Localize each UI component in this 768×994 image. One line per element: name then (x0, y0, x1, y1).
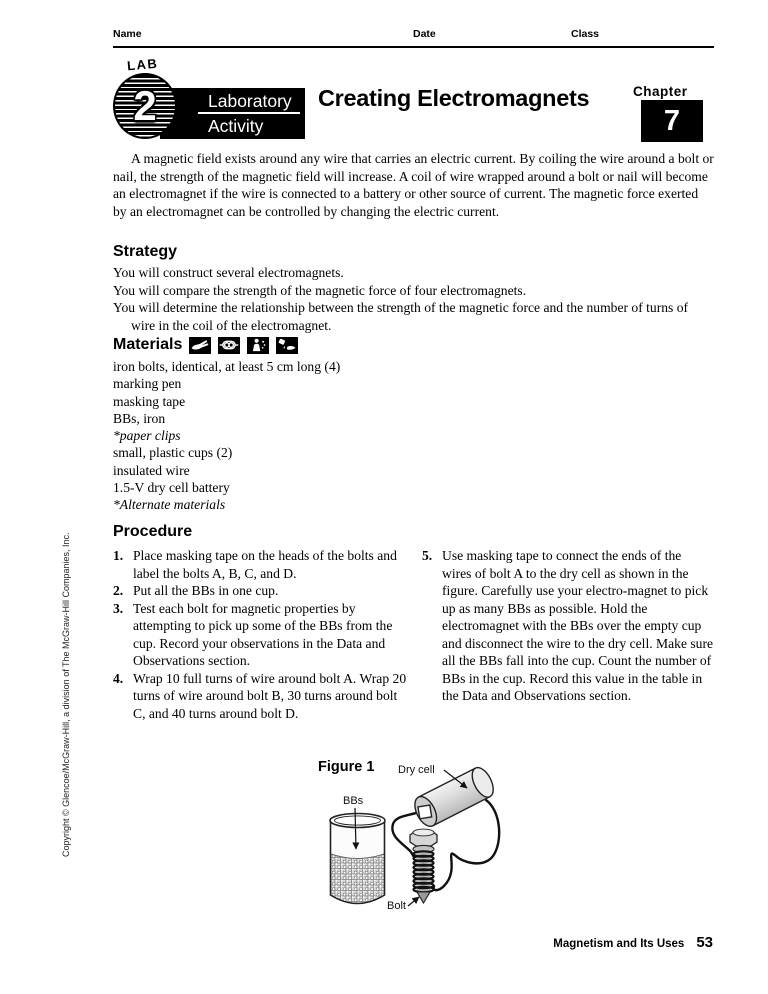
materials-list (113, 358, 533, 514)
bolt-arrow (408, 897, 419, 906)
procedure-right-column (422, 547, 714, 722)
footer-section-title: Magnetism and Its Uses (553, 938, 685, 950)
procedure-step-1: 1. Place masking tape on the heads of the bolts and label the bolts A, B, C, and D. (113, 548, 397, 581)
date-field-label: Date (413, 28, 436, 40)
procedure-step-2: 2. Put all the BBs in one cup. (113, 583, 279, 598)
laboratory-activity-banner (160, 88, 305, 139)
procedure-left-column (113, 547, 410, 722)
material-item: 1.5-V dry cell battery (113, 480, 230, 496)
header-rule (113, 46, 714, 48)
material-item: marking pen (113, 376, 182, 392)
cup-of-bbs (330, 814, 385, 904)
hand-protection-icon (189, 337, 211, 354)
lab-badge-word: LAB (126, 55, 159, 74)
bbs-label: BBs (343, 795, 364, 807)
strategy-item: You will compare the strength of the magnetic force of four electromagnets. (113, 282, 527, 298)
page-footer (553, 934, 713, 951)
material-item: small, plastic cups (2) (113, 445, 233, 461)
banner-line1: Laboratory (208, 91, 292, 111)
header-fields (113, 28, 714, 44)
material-item: BBs, iron (113, 410, 166, 426)
eye-protection-icon (218, 337, 240, 354)
material-item: *paper clips (113, 428, 181, 444)
materials-section (113, 336, 533, 514)
material-item: masking tape (113, 393, 186, 409)
class-field-label: Class (571, 28, 600, 40)
material-item: insulated wire (113, 462, 190, 478)
banner-line2: Activity (208, 116, 264, 136)
procedure-step-5: 5. Use masking tape to connect the ends of the wires of bolt A to the dry cell as shown in the figure. Carefully use your electro-magnet to pick up as many BBs as possible. Hold the electromagnet with the BBs over the empty cup and disconnect the wire to the dry cell. Make sure all the BBs fall into the cup. Count the number of BBs in the cup. Record this value in the table in the Data and Observations section. (422, 548, 714, 703)
page-title: Creating Electromagnets (318, 85, 590, 111)
strategy-section (113, 243, 714, 334)
material-item: *Alternate materials (113, 497, 226, 513)
figure-1 (310, 750, 600, 945)
lab-number-badge (113, 73, 177, 139)
dry-cell-label: Dry cell (398, 764, 435, 776)
chapter-number: 7 (663, 104, 681, 137)
footer-page-number: 53 (696, 934, 713, 951)
material-item: iron bolts, identical, at least 5 cm long (4) (113, 359, 341, 374)
procedure-heading: Procedure (113, 523, 193, 540)
clothing-protection-icon (247, 337, 269, 354)
lab-number: 2 (133, 82, 157, 129)
strategy-item: You will determine the relationship between the strength of the magnetic force and the number of turns of wire in the coil of the electromagnet. (113, 300, 689, 333)
procedure-step-3: 3. Test each bolt for magnetic properties by attempting to pick up some of the BBs from the cup. Record your observations in the Data and Observations section. (113, 600, 393, 668)
chemical-safety-icon (276, 337, 298, 354)
strategy-heading: Strategy (113, 243, 178, 260)
strategy-item: You will construct several electromagnets. (113, 265, 344, 280)
figure-caption: Figure 1 (318, 759, 375, 775)
chapter-number-badge (641, 100, 703, 142)
materials-heading: Materials (113, 336, 183, 353)
procedure-step-4: 4. Wrap 10 full turns of wire around bolt A. Wrap 20 turns of wire around bolt B, 30 turns around bolt C, and 40 turns around bolt D. (113, 670, 407, 721)
procedure-section (113, 523, 714, 722)
copyright-sidebar: Copyright © Glencoe/McGraw-Hill, a division of The McGraw-Hill Companies, Inc. (61, 532, 71, 857)
bolt-with-coil (410, 829, 437, 903)
chapter-label: Chapter (633, 84, 688, 99)
intro-paragraph: A magnetic field exists around any wire that carries an electric current. By coiling the wire around a bolt or nail, the strength of the magnetic field will increase. A coil of wire wrapped around a bolt or nail will become an electromagnet if the wire is connected to a battery or other source of current. The magnetic force exerted by an electromagnet can be controlled by changing the electric current. (113, 151, 714, 219)
figure-illustration (310, 750, 600, 945)
bolt-label: Bolt (387, 900, 406, 912)
name-field-label: Name (113, 28, 142, 40)
